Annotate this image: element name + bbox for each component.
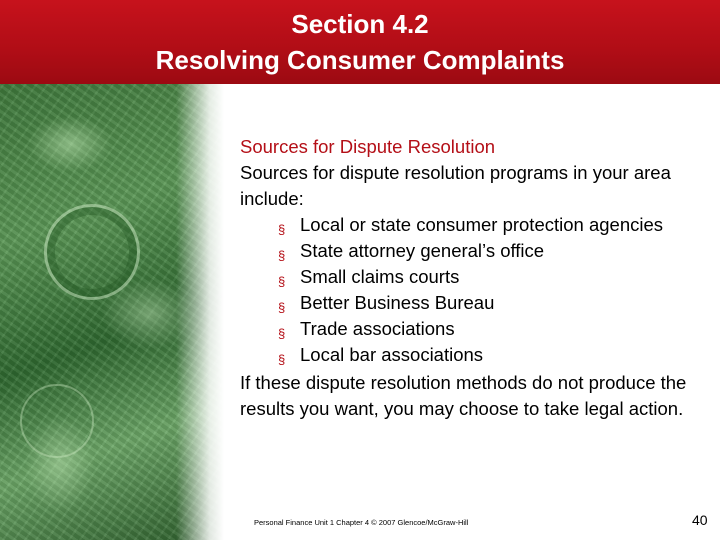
slide-header <box>0 0 720 84</box>
list-item <box>275 316 710 342</box>
list-item-text: Trade associations <box>300 318 455 339</box>
list-item-text: Local or state consumer protection agencies <box>300 214 664 235</box>
bullet-marker-icon: § <box>278 326 286 341</box>
body-heading: Sources for Dispute Resolution <box>240 136 496 157</box>
bullet-marker-icon: § <box>278 352 286 367</box>
list-item-text: Better Business Bureau <box>300 292 495 313</box>
money-bills-background-image <box>0 84 224 540</box>
bullet-marker-icon: § <box>278 248 286 263</box>
list-item <box>275 290 710 316</box>
section-number: Section 4.2 <box>291 9 429 39</box>
list-item-text: Local bar associations <box>300 344 484 365</box>
bullet-marker-icon: § <box>278 274 286 289</box>
bullet-marker-icon: § <box>278 222 286 237</box>
bill-seal-decoration <box>44 204 140 300</box>
slide-title: Resolving Consumer Complaints <box>155 45 565 75</box>
list-item <box>275 342 710 368</box>
body-closing: If these dispute resolution methods do not produce the results you want, you may choose to take legal action. <box>240 372 687 419</box>
page-number: 40 <box>692 512 708 528</box>
list-item-text: Small claims courts <box>300 266 460 287</box>
list-item <box>275 212 710 238</box>
list-item <box>275 264 710 290</box>
body-intro: Sources for dispute resolution programs in your area include: <box>240 162 671 209</box>
bullet-marker-icon: § <box>278 300 286 315</box>
slide-footer: Personal Finance Unit 1 Chapter 4 © 2007 Glencoe/McGraw-Hill <box>254 518 469 527</box>
list-item-text: State attorney general’s office <box>300 240 545 261</box>
bill-seal-decoration <box>20 384 94 458</box>
list-item <box>275 238 710 264</box>
bullet-list <box>240 212 710 368</box>
slide-body <box>240 134 710 422</box>
image-fade <box>176 84 224 540</box>
